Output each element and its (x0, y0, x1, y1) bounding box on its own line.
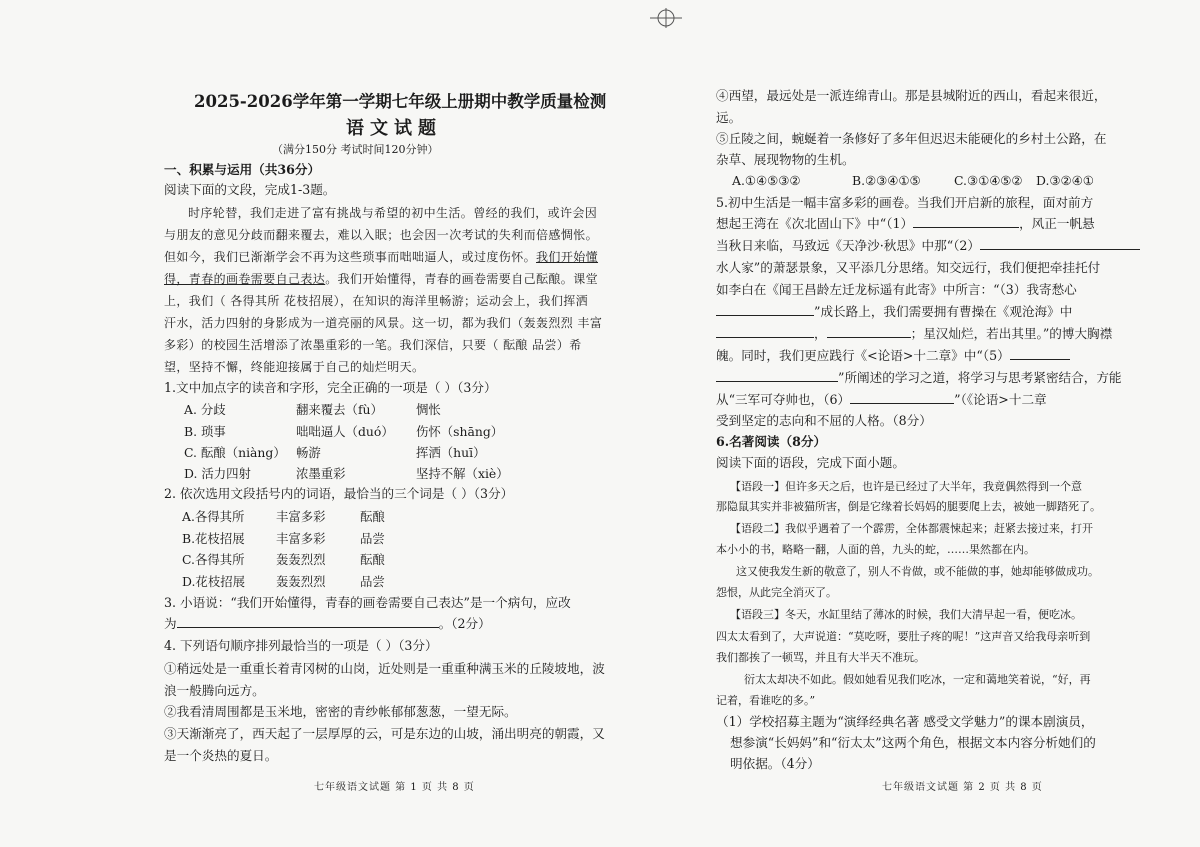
exam-page-2 (716, 0, 1200, 847)
sentence-item: 杂草、展现物物的生机。 (716, 152, 855, 167)
registration-mark-icon (650, 6, 682, 30)
question-5-line: 想起王湾在《次北固山下》中“（1） ，风正一帆悬 (716, 216, 1095, 231)
question-3-answer-line: 为 。（2分） (164, 616, 491, 631)
question-5: 5.初中生活是一幅丰富多彩的画卷。当我们开启新的旅程，面对前方 (716, 195, 1094, 210)
passage-line: 得，青春的画卷需要自己表达。我们开始懂得，青春的画卷需要自己酝酿。课堂 (164, 272, 599, 286)
sub-question-1-line: 想参演“长妈妈”和“衍太太”这两个角色，根据文本内容分析她们的 (730, 735, 1096, 750)
option-cell: 畅游 (296, 445, 321, 460)
sentence-item: ①稍远处是一重重长着青冈树的山岗，近处则是一重重种满玉米的丘陵坡地，波 (164, 661, 605, 676)
answer-blank[interactable] (1010, 347, 1070, 360)
exam-title: 2025-2026学年第一学期七年级上册期中教学质量检测 (194, 92, 607, 111)
option-cell: 伤怀（shāng） (416, 424, 504, 439)
option-cell: 品尝 (360, 531, 385, 546)
passage-line: 我们都挨了一顿骂，并且有大半天不准玩。 (716, 651, 925, 664)
passage-line: 与朋友的意见分歧而翻来覆去，难以入眠；也会因一次考试的失利而倍感惆怅。 (164, 228, 599, 242)
option-cell: 惆怅 (416, 402, 441, 417)
option-cell: 坚持不解（xiè） (416, 466, 509, 481)
passage-line: 怨恨，从此完全消灭了。 (716, 586, 837, 599)
section-heading: 一、积累与运用（共36分） (164, 162, 321, 177)
option-cell: 咄咄逼人（duó） (296, 424, 394, 439)
passage-line: 【语段三】冬天，水缸里结了薄冰的时候，我们大清早起一看，便吃冰。 (730, 608, 1082, 621)
sentence-item: 是一个炎热的夏日。 (164, 748, 278, 763)
option-cell: B. 琐事 (184, 424, 226, 439)
passage-line: 衍太太却决不如此。假如她看见我们吃冰，一定和蔼地笑着说，“好，再 (744, 673, 1091, 686)
option-cell: D. 活力四射 (184, 466, 251, 481)
question-5-line: 如李白在《闻王昌龄左迁龙标遥有此寄》中所言：“（3）我寄愁心 (716, 282, 1077, 297)
option-cell: A.①④⑤③② (732, 173, 801, 188)
page-footer: 七年级语文试题 第 2 页 共 8 页 (882, 782, 1043, 793)
option-cell: C.各得其所 (182, 552, 245, 567)
passage-line: 【语段二】我似乎遇着了一个霹雳，全体都震悚起来；赶紧去接过来，打开 (730, 522, 1093, 535)
option-cell: 品尝 (360, 574, 385, 589)
question-5-line: ”所阐述的学习之道，将学习与思考紧密结合，方能 (716, 368, 1122, 387)
sentence-item: 浪一般腾向远方。 (164, 683, 265, 698)
question-5-line: 从“三军可夺帅也，（6） ”（《论语>十二章 (716, 392, 1047, 407)
answer-blank[interactable] (716, 325, 814, 338)
sentence-item: ②我看清周围都是玉米地，密密的青纱帐郁郁葱葱，一望无际。 (164, 704, 517, 719)
question-5-line: ， ；星汉灿烂，若出其里。”的博大胸襟 (716, 324, 1112, 343)
answer-blank[interactable] (850, 391, 954, 404)
option-cell: B.②③④①⑤ (852, 173, 921, 188)
option-cell: 轰轰烈烈 (276, 552, 326, 567)
passage-line: 但如今，我们已渐渐学会不再为这些琐事而咄咄逼人，或过度伤怀。我们开始懂 (164, 250, 599, 264)
option-cell: 丰富多彩 (276, 509, 326, 524)
passage-line: 时序轮替，我们走进了富有挑战与希望的初中生活。曾经的我们，或许会因 (188, 206, 598, 220)
passage-line: 上，我们（ 各得其所 花枝招展），在知识的海洋里畅游；运动会上，我们挥洒 (164, 294, 589, 308)
option-cell: C. 酝酿（niàng） (184, 445, 286, 460)
option-cell: A. 分歧 (184, 402, 226, 417)
option-cell: 翻来覆去（fù） (296, 402, 383, 417)
passage-line: 那隐鼠其实并非被猫所害，倒是它缘着长妈妈的腿要爬上去，被她一脚踏死了。 (716, 500, 1101, 513)
question-5-line: 水人家”的萧瑟景象，又平添几分思绪。知交远行，我们便把牵挂托付 (716, 260, 1101, 275)
answer-blank[interactable] (827, 325, 911, 338)
question-3: 3. 小语说：“我们开始懂得，青春的画卷需要自己表达”是一个病句，应改 (164, 595, 571, 610)
sentence-item: ③天渐渐亮了，西天起了一层厚厚的云，可是东边的山坡，涌出明亮的朝霞，又 (164, 726, 605, 741)
option-cell: D.③②④① (1036, 173, 1094, 188)
passage-line: 多彩）的校园生活增添了浓墨重彩的一笔。我们深信，只要（ 酝酿 品尝）希 (164, 338, 582, 352)
question-5-line: 魄。同时，我们更应践行《<论语>十二章》中“（5） (716, 346, 1070, 365)
passage-line: 四太太看到了，大声说道：“莫吃呀，要肚子疼的呢！”这声音又给我母亲听到 (716, 630, 1091, 643)
option-cell: D.花枝招展 (182, 574, 245, 589)
underlined-sentence: 得，青春的画卷需要自己表达 (164, 272, 326, 286)
answer-blank[interactable] (980, 237, 1140, 250)
option-cell: 浓墨重彩 (296, 466, 346, 481)
sentence-item: ⑤丘陵之间，蜿蜒着一条修好了多年但迟迟未能硬化的乡村土公路，在 (716, 131, 1107, 146)
sentence-item: 远。 (716, 110, 742, 125)
answer-blank[interactable] (716, 369, 838, 382)
passage-line: 记着，看谁吃的多。” (716, 694, 816, 707)
option-cell: 轰轰烈烈 (276, 574, 326, 589)
answer-blank[interactable] (177, 615, 439, 628)
answer-blank[interactable] (716, 303, 814, 316)
passage-line: 本小小的书，略略一翻，人面的兽，九头的蛇，……果然都在内。 (716, 543, 1035, 556)
passage-line: 【语段一】但许多天之后，也许是已经过了大半年，我竟偶然得到一个意 (730, 480, 1082, 493)
option-cell: C.③①④⑤② (954, 173, 1023, 188)
exam-page-1 (164, 0, 607, 847)
question-6-instruction: 阅读下面的语段，完成下面小题。 (716, 455, 905, 470)
question-5-line: 当秋日来临，马致远《天净沙·秋思》中那“（2） (716, 236, 1140, 255)
sub-question-1-line: 明依据。（4分） (730, 756, 820, 771)
sub-question-1: （1）学校招募主题为“演绎经典名著 感受文学魅力”的课本剧演员， (716, 714, 1094, 729)
option-cell: 丰富多彩 (276, 531, 326, 546)
question-6: 6.名著阅读（8分） (716, 434, 827, 449)
underlined-sentence: 我们开始懂 (536, 250, 599, 264)
passage-line: 望，坚持不懈，终能迎接属于自己的灿烂明天。 (164, 360, 425, 374)
question-1: 1.文中加点字的读音和字形，完全正确的一项是（ ）（3分） (164, 380, 497, 395)
passage-line: 这又使我发生新的敬意了，别人不肯做，或不能做的事，她却能够做成功。 (736, 565, 1099, 578)
sentence-item: ④西望，最远处是一派连绵青山。那是县城附近的西山，看起来很近， (716, 88, 1107, 103)
page-footer: 七年级语文试题 第 1 页 共 8 页 (314, 782, 475, 793)
option-cell: 酝酿 (360, 509, 385, 524)
option-cell: 挥洒（huī） (416, 445, 486, 460)
option-cell: 酝酿 (360, 552, 385, 567)
question-5-line: ”成长路上，我们需要拥有曹操在《观沧海》中 (716, 302, 1072, 321)
exam-subtitle: 语文试题 (346, 118, 442, 139)
reading-instruction: 阅读下面的文段，完成1-3题。 (164, 182, 336, 197)
question-4: 4. 下列语句顺序排列最恰当的一项是（ ）（3分） (164, 638, 438, 653)
option-cell: B.花枝招展 (182, 531, 245, 546)
question-2: 2. 依次选用文段括号内的词语，最恰当的三个词是（ ）（3分） (164, 486, 514, 501)
question-5-line: 受到坚定的志向和不屈的人格。（8分） (716, 413, 932, 428)
passage-line: 汗水，活力四射的身影成为一道亮丽的风景。这一切，都为我们（轰轰烈烈 丰富 (164, 316, 603, 330)
option-cell: A.各得其所 (182, 509, 245, 524)
exam-info: （满分150分 考试时间120分钟） (272, 143, 439, 156)
answer-blank[interactable] (913, 215, 1019, 228)
